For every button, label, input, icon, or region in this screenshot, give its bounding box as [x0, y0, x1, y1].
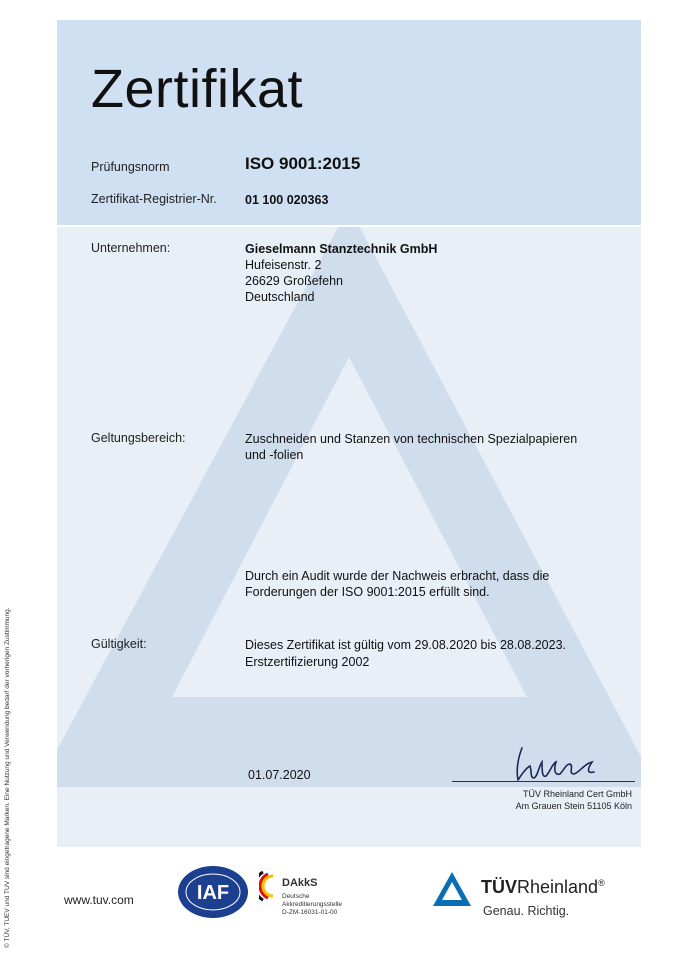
company-street: Hufeisenstr. 2	[245, 258, 322, 272]
company-label: Unternehmen:	[91, 241, 171, 255]
iaf-logo-text: IAF	[196, 882, 230, 904]
tuv-brand	[481, 877, 605, 898]
validity-line2: Erstzertifizierung 2002	[245, 655, 370, 669]
audit-line1: Durch ein Audit wurde der Nachweis erbracht, dass die	[245, 569, 550, 583]
footer-url: www.tuv.com	[64, 893, 134, 907]
company-name: Gieselmann Stanztechnik GmbH	[245, 242, 438, 256]
scope-line2: und -folien	[245, 448, 304, 462]
dakks-line1: Deutsche	[282, 893, 310, 900]
dakks-name: DAkkS	[282, 877, 318, 889]
validity-label: Gültigkeit:	[91, 637, 147, 651]
issuer-name: TÜV Rheinland Cert GmbH	[522, 789, 632, 799]
audit-line2: Forderungen der ISO 9001:2015 erfüllt sind.	[245, 585, 490, 599]
tuv-brand-bold: TÜV	[481, 877, 517, 897]
scope-line1: Zuschneiden und Stanzen von technischen Spezialpapieren	[245, 432, 578, 446]
scope-label: Geltungsbereich:	[91, 431, 186, 445]
company-city: 26629 Großefehn	[245, 274, 343, 288]
standard-value: ISO 9001:2015	[245, 154, 361, 173]
tuv-brand-rest: Rheinland	[517, 877, 599, 897]
page-title: Zertifikat	[91, 59, 304, 119]
tuv-triangle-logo-icon	[432, 870, 472, 908]
validity-line1: Dieses Zertifikat ist gültig vom 29.08.2020 bis 28.08.2023.	[245, 638, 567, 652]
issuer-address: Am Grauen Stein 51105 Köln	[515, 801, 632, 811]
issue-date: 01.07.2020	[248, 768, 311, 782]
signature-line	[452, 781, 635, 782]
dakks-line2: Akkreditierungsstelle	[282, 901, 342, 908]
company-country: Deutschland	[245, 290, 315, 304]
registry-value: 01 100 020363	[245, 193, 329, 207]
registry-label: Zertifikat-Registrier-Nr.	[91, 192, 217, 206]
trademark-notice: © TÜV, TUEV und TUV sind eingetragene Marken. Eine Nutzung und Verwendung bedarf der vorherigen Zustimmung.	[4, 607, 11, 948]
standard-label: Prüfungsnorm	[91, 160, 170, 174]
dakks-flag-icon	[259, 866, 281, 906]
dakks-line3: D-ZM-16031-01-00	[282, 909, 338, 916]
tuv-tagline: Genau. Richtig.	[483, 904, 570, 918]
iaf-logo-icon	[176, 864, 250, 925]
tuv-brand-mark: ®	[598, 878, 605, 888]
